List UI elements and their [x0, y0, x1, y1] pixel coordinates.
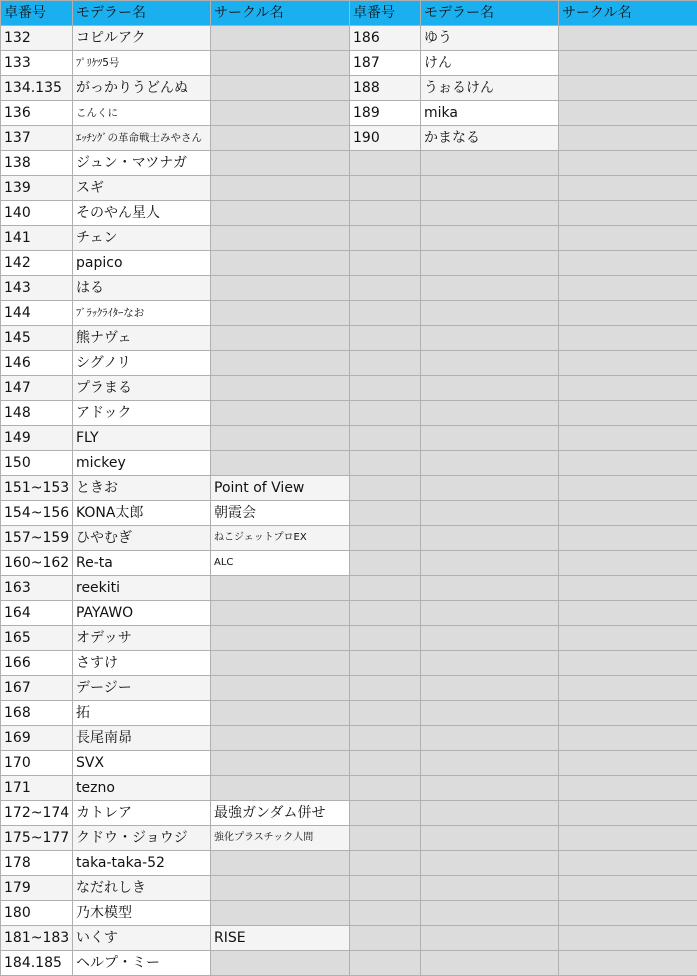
cell-circle-name[interactable]	[559, 451, 697, 476]
cell-circle-name[interactable]	[559, 551, 697, 576]
cell-circle-name[interactable]	[559, 276, 697, 301]
cell-circle-name[interactable]: RISE	[211, 926, 350, 951]
table-row	[1, 401, 697, 426]
cell-modeler-name[interactable]: クドウ・ジョウジ	[73, 826, 211, 851]
cell-circle-name[interactable]: ねこジェットプロEX	[211, 526, 350, 551]
cell-table-number[interactable]: 140	[1, 201, 73, 226]
cell-modeler-name[interactable]	[421, 376, 559, 401]
cell-table-number[interactable]: 141	[1, 226, 73, 251]
cell-circle-name[interactable]: 最強ガンダム併せ	[211, 801, 350, 826]
cell-table-number[interactable]	[350, 576, 421, 601]
cell-table-number[interactable]	[350, 226, 421, 251]
table-row	[1, 826, 697, 851]
cell-modeler-name[interactable]	[421, 676, 559, 701]
table-row	[1, 676, 697, 701]
cell-modeler-name[interactable]: さすけ	[73, 651, 211, 676]
cell-modeler-name[interactable]: ｴｯﾁﾝｸﾞの革命戦士みやさん	[73, 126, 211, 151]
cell-table-number[interactable]: 181~183	[1, 926, 73, 951]
cell-table-number[interactable]	[350, 426, 421, 451]
cell-modeler-name[interactable]: reekiti	[73, 576, 211, 601]
cell-circle-name[interactable]	[559, 576, 697, 601]
table-row	[1, 201, 697, 226]
table-row	[1, 76, 697, 101]
cell-circle-name[interactable]: ALC	[211, 551, 350, 576]
table-row	[1, 801, 697, 826]
cell-table-number[interactable]: 138	[1, 151, 73, 176]
cell-modeler-name[interactable]	[421, 176, 559, 201]
cell-table-number[interactable]: 167	[1, 676, 73, 701]
cell-circle-name[interactable]	[211, 101, 350, 126]
cell-circle-name[interactable]	[559, 801, 697, 826]
table-row	[1, 301, 697, 326]
cell-circle-name[interactable]	[559, 126, 697, 151]
table-row	[1, 176, 697, 201]
cell-table-number[interactable]: 146	[1, 351, 73, 376]
cell-table-number[interactable]	[350, 626, 421, 651]
table-row	[1, 351, 697, 376]
cell-table-number[interactable]	[350, 551, 421, 576]
cell-circle-name[interactable]	[211, 76, 350, 101]
cell-table-number[interactable]: 144	[1, 301, 73, 326]
cell-circle-name[interactable]	[559, 376, 697, 401]
header-modeler-name[interactable]: モデラー名	[73, 1, 211, 26]
table-row	[1, 476, 697, 501]
cell-table-number[interactable]: 170	[1, 751, 73, 776]
cell-table-number[interactable]	[350, 701, 421, 726]
cell-circle-name[interactable]	[211, 726, 350, 751]
cell-table-number[interactable]	[350, 151, 421, 176]
cell-circle-name[interactable]	[211, 851, 350, 876]
cell-modeler-name[interactable]: けん	[421, 51, 559, 76]
cell-modeler-name[interactable]: カトレア	[73, 801, 211, 826]
header-circle-name-2[interactable]: サークル名	[559, 1, 697, 26]
cell-table-number[interactable]: 143	[1, 276, 73, 301]
cell-circle-name[interactable]	[559, 426, 697, 451]
cell-modeler-name[interactable]: シグノリ	[73, 351, 211, 376]
cell-modeler-name[interactable]	[421, 201, 559, 226]
cell-circle-name[interactable]	[211, 701, 350, 726]
cell-table-number[interactable]: 149	[1, 426, 73, 451]
cell-modeler-name[interactable]	[421, 151, 559, 176]
cell-modeler-name[interactable]	[421, 651, 559, 676]
cell-table-number[interactable]: 139	[1, 176, 73, 201]
cell-table-number[interactable]	[350, 301, 421, 326]
cell-modeler-name[interactable]	[421, 301, 559, 326]
cell-table-number[interactable]: 137	[1, 126, 73, 151]
cell-table-number[interactable]	[350, 326, 421, 351]
cell-modeler-name[interactable]: がっかりうどんぬ	[73, 76, 211, 101]
cell-modeler-name[interactable]: ジュン・マツナガ	[73, 151, 211, 176]
cell-table-number[interactable]: 175~177	[1, 826, 73, 851]
cell-circle-name[interactable]	[211, 126, 350, 151]
cell-table-number[interactable]	[350, 201, 421, 226]
cell-modeler-name[interactable]: デージー	[73, 676, 211, 701]
cell-table-number[interactable]	[350, 501, 421, 526]
cell-circle-name[interactable]	[559, 501, 697, 526]
cell-circle-name[interactable]	[211, 251, 350, 276]
table-row	[1, 151, 697, 176]
cell-table-number[interactable]: 151~153	[1, 476, 73, 501]
cell-modeler-name[interactable]: なだれしき	[73, 876, 211, 901]
cell-circle-name[interactable]	[559, 526, 697, 551]
cell-circle-name[interactable]	[559, 76, 697, 101]
cell-modeler-name[interactable]	[421, 451, 559, 476]
cell-table-number[interactable]	[350, 276, 421, 301]
cell-modeler-name[interactable]	[421, 351, 559, 376]
cell-circle-name[interactable]: 朝霞会	[211, 501, 350, 526]
cell-circle-name[interactable]	[559, 901, 697, 926]
cell-table-number[interactable]: 132	[1, 26, 73, 51]
cell-modeler-name[interactable]	[421, 251, 559, 276]
cell-modeler-name[interactable]	[421, 901, 559, 926]
cell-modeler-name[interactable]: mickey	[73, 451, 211, 476]
table-row	[1, 726, 697, 751]
cell-modeler-name[interactable]	[421, 226, 559, 251]
cell-circle-name[interactable]	[559, 226, 697, 251]
cell-table-number[interactable]	[350, 801, 421, 826]
cell-modeler-name[interactable]: かまなる	[421, 126, 559, 151]
cell-modeler-name[interactable]	[421, 501, 559, 526]
cell-circle-name[interactable]	[211, 626, 350, 651]
cell-modeler-name[interactable]	[421, 326, 559, 351]
cell-table-number[interactable]: 180	[1, 901, 73, 926]
cell-table-number[interactable]: 168	[1, 701, 73, 726]
cell-circle-name[interactable]	[211, 901, 350, 926]
cell-circle-name[interactable]	[559, 926, 697, 951]
cell-circle-name[interactable]	[559, 776, 697, 801]
cell-modeler-name[interactable]	[421, 726, 559, 751]
cell-modeler-name[interactable]: taka-taka-52	[73, 851, 211, 876]
cell-modeler-name[interactable]: オデッサ	[73, 626, 211, 651]
cell-table-number[interactable]	[350, 451, 421, 476]
table-row	[1, 851, 697, 876]
cell-table-number[interactable]	[350, 476, 421, 501]
cell-modeler-name[interactable]: Re-ta	[73, 551, 211, 576]
cell-table-number[interactable]	[350, 251, 421, 276]
table-row	[1, 751, 697, 776]
cell-modeler-name[interactable]	[421, 951, 559, 976]
table-row	[1, 626, 697, 651]
cell-modeler-name[interactable]: チェン	[73, 226, 211, 251]
cell-modeler-name[interactable]	[421, 826, 559, 851]
cell-circle-name[interactable]	[211, 351, 350, 376]
cell-modeler-name[interactable]: tezno	[73, 776, 211, 801]
cell-table-number[interactable]: 133	[1, 51, 73, 76]
cell-circle-name[interactable]: 強化プラスチック人間	[211, 826, 350, 851]
cell-table-number[interactable]: 136	[1, 101, 73, 126]
cell-circle-name[interactable]	[559, 701, 697, 726]
cell-circle-name[interactable]	[211, 776, 350, 801]
table-row	[1, 326, 697, 351]
table-row	[1, 651, 697, 676]
cell-circle-name[interactable]	[559, 326, 697, 351]
cell-table-number[interactable]	[350, 176, 421, 201]
cell-circle-name[interactable]	[559, 401, 697, 426]
cell-table-number[interactable]	[350, 601, 421, 626]
header-circle-name[interactable]: サークル名	[211, 1, 350, 26]
table-row	[1, 501, 697, 526]
table-row	[1, 601, 697, 626]
cell-table-number[interactable]: 189	[350, 101, 421, 126]
cell-modeler-name[interactable]	[421, 526, 559, 551]
cell-circle-name[interactable]	[559, 626, 697, 651]
cell-circle-name[interactable]	[211, 601, 350, 626]
cell-table-number[interactable]: 164	[1, 601, 73, 626]
cell-table-number[interactable]: 190	[350, 126, 421, 151]
cell-table-number[interactable]	[350, 401, 421, 426]
cell-modeler-name[interactable]: そのやん星人	[73, 201, 211, 226]
cell-table-number[interactable]: 160~162	[1, 551, 73, 576]
cell-table-number[interactable]: 186	[350, 26, 421, 51]
table-row	[1, 701, 697, 726]
cell-modeler-name[interactable]: papico	[73, 251, 211, 276]
table-row	[1, 251, 697, 276]
cell-modeler-name[interactable]: コピルアク	[73, 26, 211, 51]
cell-table-number[interactable]	[350, 926, 421, 951]
cell-modeler-name[interactable]: FLY	[73, 426, 211, 451]
cell-table-number[interactable]: 188	[350, 76, 421, 101]
cell-table-number[interactable]: 184.185	[1, 951, 73, 976]
cell-modeler-name[interactable]	[421, 751, 559, 776]
cell-table-number[interactable]: 163	[1, 576, 73, 601]
cell-modeler-name[interactable]: ひやむぎ	[73, 526, 211, 551]
cell-modeler-name[interactable]	[421, 926, 559, 951]
cell-table-number[interactable]: 171	[1, 776, 73, 801]
table-row	[1, 101, 697, 126]
cell-circle-name[interactable]	[211, 426, 350, 451]
cell-modeler-name[interactable]	[421, 476, 559, 501]
cell-circle-name[interactable]	[211, 401, 350, 426]
cell-modeler-name[interactable]	[421, 876, 559, 901]
cell-circle-name[interactable]	[559, 51, 697, 76]
table-row	[1, 551, 697, 576]
table-row	[1, 926, 697, 951]
cell-modeler-name[interactable]: mika	[421, 101, 559, 126]
table-row	[1, 276, 697, 301]
cell-circle-name[interactable]	[559, 201, 697, 226]
cell-table-number[interactable]: 157~159	[1, 526, 73, 551]
cell-circle-name[interactable]	[211, 951, 350, 976]
cell-table-number[interactable]: 142	[1, 251, 73, 276]
cell-modeler-name[interactable]	[421, 801, 559, 826]
cell-circle-name[interactable]	[559, 176, 697, 201]
cell-circle-name[interactable]	[211, 576, 350, 601]
cell-table-number[interactable]	[350, 826, 421, 851]
cell-modeler-name[interactable]: ヘルプ・ミー	[73, 951, 211, 976]
cell-table-number[interactable]: 187	[350, 51, 421, 76]
cell-modeler-name[interactable]: こんくに	[73, 101, 211, 126]
cell-circle-name[interactable]	[211, 376, 350, 401]
cell-modeler-name[interactable]: ときお	[73, 476, 211, 501]
header-table-number[interactable]: 卓番号	[1, 1, 73, 26]
cell-circle-name[interactable]	[211, 276, 350, 301]
cell-circle-name[interactable]	[559, 151, 697, 176]
table-row	[1, 451, 697, 476]
cell-circle-name[interactable]	[211, 751, 350, 776]
cell-circle-name[interactable]	[211, 151, 350, 176]
cell-modeler-name[interactable]: ﾌﾟﾘｹﾂ5号	[73, 51, 211, 76]
cell-circle-name[interactable]	[559, 826, 697, 851]
cell-table-number[interactable]	[350, 901, 421, 926]
cell-modeler-name[interactable]: アドック	[73, 401, 211, 426]
cell-modeler-name[interactable]	[421, 576, 559, 601]
cell-modeler-name[interactable]	[421, 701, 559, 726]
cell-table-number[interactable]: 169	[1, 726, 73, 751]
cell-circle-name[interactable]	[211, 451, 350, 476]
cell-table-number[interactable]	[350, 726, 421, 751]
table-row	[1, 951, 697, 976]
cell-circle-name[interactable]	[559, 726, 697, 751]
cell-modeler-name[interactable]	[421, 601, 559, 626]
cell-circle-name[interactable]	[211, 176, 350, 201]
cell-modeler-name[interactable]	[421, 276, 559, 301]
table-row	[1, 426, 697, 451]
table-row	[1, 576, 697, 601]
cell-table-number[interactable]	[350, 951, 421, 976]
cell-table-number[interactable]: 179	[1, 876, 73, 901]
cell-table-number[interactable]: 154~156	[1, 501, 73, 526]
cell-modeler-name[interactable]: 拓	[73, 701, 211, 726]
cell-modeler-name[interactable]: はる	[73, 276, 211, 301]
cell-modeler-name[interactable]: KONA太郎	[73, 501, 211, 526]
cell-circle-name[interactable]	[211, 51, 350, 76]
cell-table-number[interactable]	[350, 776, 421, 801]
table-row	[1, 376, 697, 401]
header-row	[1, 1, 697, 26]
table-row	[1, 226, 697, 251]
cell-modeler-name[interactable]: ゆう	[421, 26, 559, 51]
table-row	[1, 126, 697, 151]
cell-table-number[interactable]	[350, 651, 421, 676]
cell-circle-name[interactable]	[211, 876, 350, 901]
cell-modeler-name[interactable]: PAYAWO	[73, 601, 211, 626]
cell-circle-name[interactable]	[559, 651, 697, 676]
cell-circle-name[interactable]	[211, 201, 350, 226]
cell-modeler-name[interactable]: 乃木模型	[73, 901, 211, 926]
cell-modeler-name[interactable]: スギ	[73, 176, 211, 201]
cell-modeler-name[interactable]	[421, 401, 559, 426]
cell-table-number[interactable]	[350, 751, 421, 776]
cell-table-number[interactable]	[350, 876, 421, 901]
cell-modeler-name[interactable]: 熊ナヴェ	[73, 326, 211, 351]
table-row	[1, 776, 697, 801]
cell-table-number[interactable]: 166	[1, 651, 73, 676]
cell-modeler-name[interactable]	[421, 626, 559, 651]
cell-circle-name[interactable]	[559, 876, 697, 901]
cell-table-number[interactable]	[350, 376, 421, 401]
table-row	[1, 876, 697, 901]
cell-circle-name[interactable]	[559, 251, 697, 276]
header-modeler-name-2[interactable]: モデラー名	[421, 1, 559, 26]
cell-circle-name[interactable]	[559, 951, 697, 976]
cell-circle-name[interactable]	[559, 676, 697, 701]
cell-modeler-name[interactable]	[421, 551, 559, 576]
cell-circle-name[interactable]	[559, 101, 697, 126]
cell-circle-name[interactable]	[559, 351, 697, 376]
cell-table-number[interactable]: 172~174	[1, 801, 73, 826]
cell-table-number[interactable]	[350, 676, 421, 701]
cell-modeler-name[interactable]	[421, 426, 559, 451]
cell-table-number[interactable]: 134.135	[1, 76, 73, 101]
cell-circle-name[interactable]	[559, 26, 697, 51]
header-table-number-2[interactable]: 卓番号	[350, 1, 421, 26]
cell-modeler-name[interactable]: うぉるけん	[421, 76, 559, 101]
cell-modeler-name[interactable]: ﾌﾞﾗｯｸﾗｲﾀｰなお	[73, 301, 211, 326]
cell-circle-name[interactable]	[211, 676, 350, 701]
cell-table-number[interactable]	[350, 851, 421, 876]
table-row	[1, 526, 697, 551]
cell-table-number[interactable]	[350, 526, 421, 551]
cell-circle-name[interactable]	[211, 326, 350, 351]
cell-table-number[interactable]	[350, 351, 421, 376]
cell-modeler-name[interactable]: 長尾南昴	[73, 726, 211, 751]
cell-modeler-name[interactable]: SVX	[73, 751, 211, 776]
cell-circle-name[interactable]	[559, 601, 697, 626]
cell-circle-name[interactable]	[559, 301, 697, 326]
table-row	[1, 901, 697, 926]
cell-circle-name[interactable]	[559, 476, 697, 501]
cell-modeler-name[interactable]	[421, 776, 559, 801]
cell-table-number[interactable]: 145	[1, 326, 73, 351]
cell-table-number[interactable]: 147	[1, 376, 73, 401]
cell-circle-name[interactable]	[211, 651, 350, 676]
cell-modeler-name[interactable]: プラまる	[73, 376, 211, 401]
cell-table-number[interactable]: 150	[1, 451, 73, 476]
cell-circle-name[interactable]	[559, 851, 697, 876]
cell-circle-name[interactable]	[211, 26, 350, 51]
cell-table-number[interactable]: 165	[1, 626, 73, 651]
table-row	[1, 26, 697, 51]
cell-modeler-name[interactable]: いくす	[73, 926, 211, 951]
cell-circle-name[interactable]	[211, 226, 350, 251]
cell-circle-name[interactable]: Point of View	[211, 476, 350, 501]
cell-table-number[interactable]: 148	[1, 401, 73, 426]
cell-modeler-name[interactable]	[421, 851, 559, 876]
cell-table-number[interactable]: 178	[1, 851, 73, 876]
cell-circle-name[interactable]	[559, 751, 697, 776]
table-row	[1, 51, 697, 76]
cell-circle-name[interactable]	[211, 301, 350, 326]
